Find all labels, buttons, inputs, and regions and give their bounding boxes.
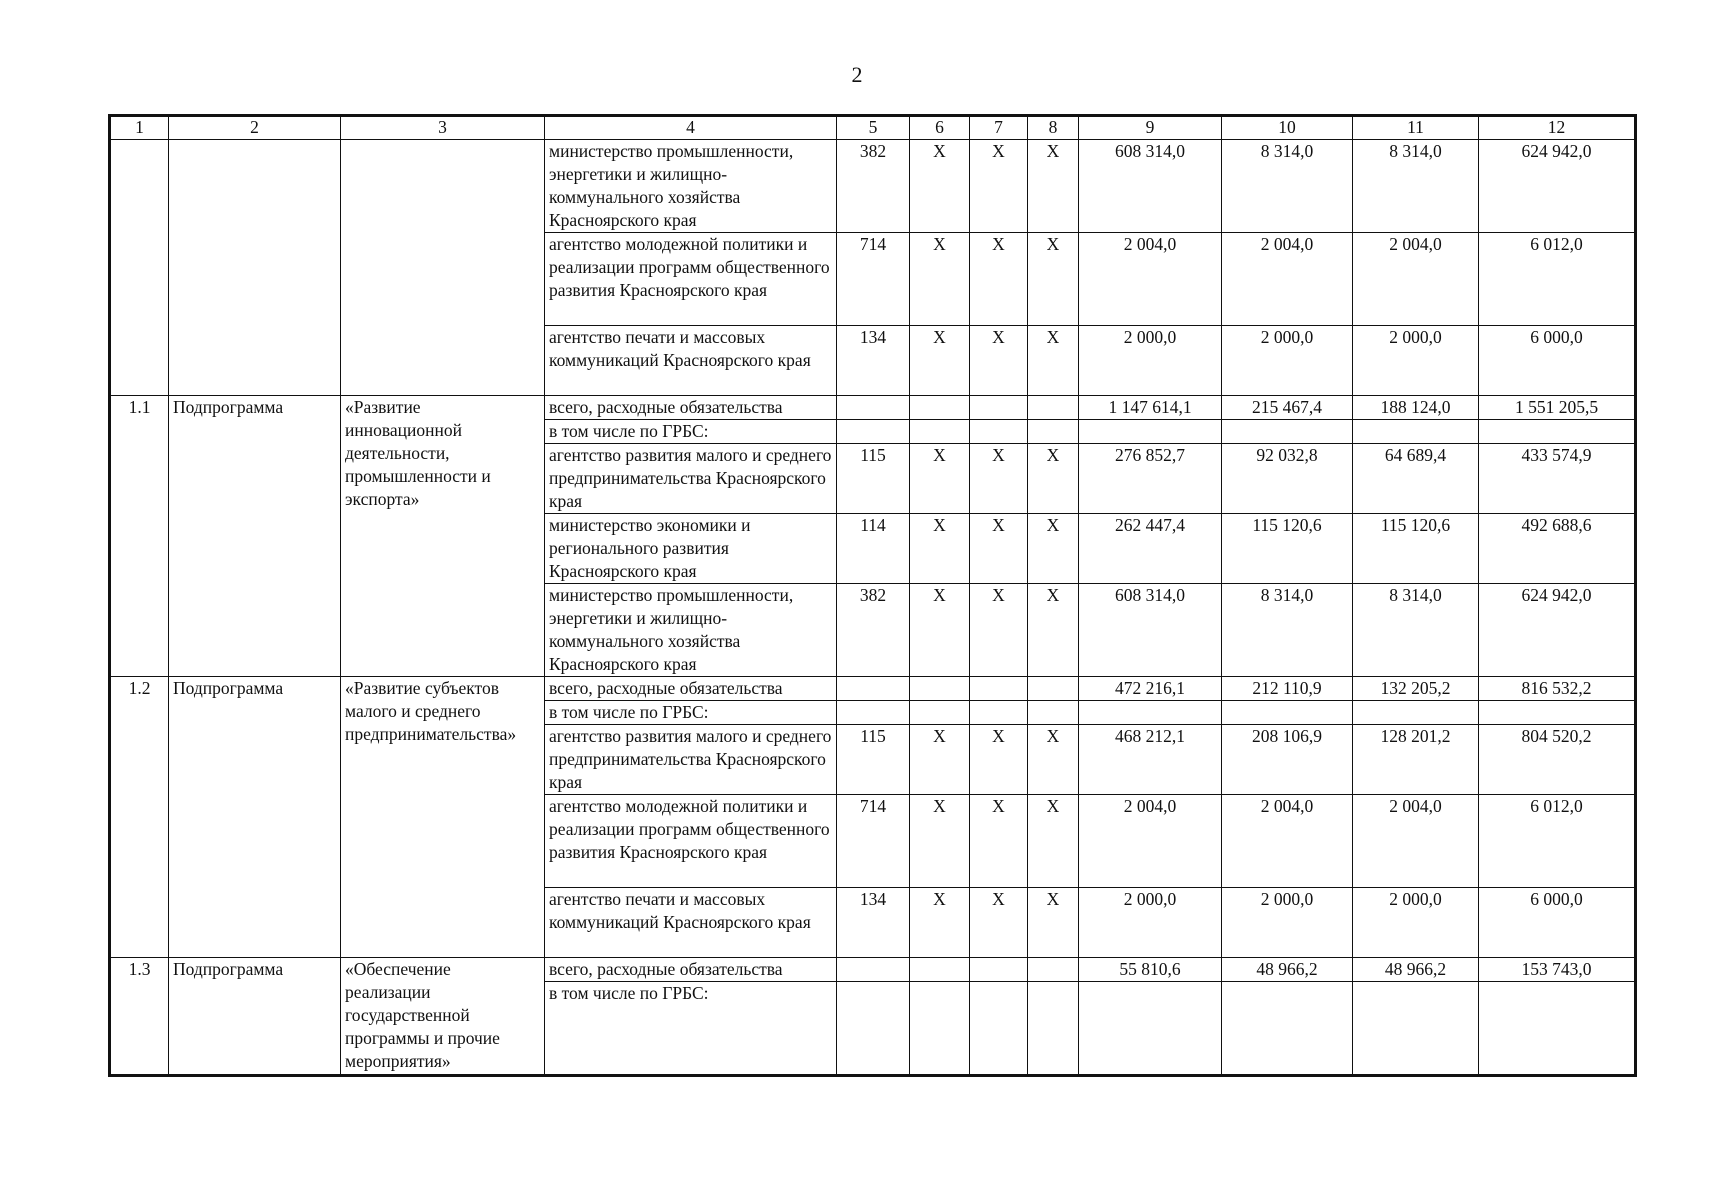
value-cell: 2 000,0 [1353, 888, 1479, 958]
column-header: 10 [1222, 117, 1353, 140]
total-label: всего, расходные обязательства [545, 396, 837, 420]
value-cell: 433 574,9 [1479, 444, 1635, 514]
empty-cell [111, 140, 169, 396]
column-header: 1 [111, 117, 169, 140]
subprogram-total-row [111, 396, 1635, 420]
empty-cell [970, 677, 1028, 701]
value-cell: 2 004,0 [1353, 233, 1479, 326]
empty-cell [910, 701, 970, 725]
empty-cell [837, 701, 910, 725]
empty-cell [341, 140, 545, 396]
total-value: 1 147 614,1 [1079, 396, 1222, 420]
value-cell: 262 447,4 [1079, 514, 1222, 584]
x-mark: Х [910, 725, 970, 795]
value-cell: 2 004,0 [1079, 795, 1222, 888]
grbs-name: министерство промышленности, энергетики и жилищно-коммунального хозяйства Красноярского края [545, 140, 837, 233]
subprogram-title: «Развитие субъектов малого и среднего предпринимательства» [341, 677, 545, 958]
grbs-sub-label: в том числе по ГРБС: [545, 420, 837, 444]
value-cell: 2 004,0 [1353, 795, 1479, 888]
value-cell: 92 032,8 [1222, 444, 1353, 514]
empty-cell [970, 396, 1028, 420]
subprogram-number: 1.1 [111, 396, 169, 677]
total-value: 55 810,6 [1079, 958, 1222, 982]
x-mark: Х [910, 326, 970, 396]
value-cell: 2 004,0 [1222, 795, 1353, 888]
empty-cell [1028, 677, 1079, 701]
empty-cell [1028, 420, 1079, 444]
grbs-name: министерство экономики и регионального развития Красноярского края [545, 514, 837, 584]
column-header: 2 [169, 117, 341, 140]
value-cell: 468 212,1 [1079, 725, 1222, 795]
x-mark: Х [1028, 444, 1079, 514]
grbs-code: 382 [837, 140, 910, 233]
grbs-name: министерство промышленности, энергетики и жилищно-коммунального хозяйства Красноярского края [545, 584, 837, 677]
value-cell: 115 120,6 [1222, 514, 1353, 584]
grbs-code: 714 [837, 795, 910, 888]
value-cell: 2 000,0 [1079, 326, 1222, 396]
subprogram-type: Подпрограмма [169, 677, 341, 958]
x-mark: Х [910, 233, 970, 326]
empty-cell [910, 982, 970, 1075]
value-cell: 2 000,0 [1353, 326, 1479, 396]
column-header: 7 [970, 117, 1028, 140]
total-value: 472 216,1 [1079, 677, 1222, 701]
grbs-code: 115 [837, 444, 910, 514]
total-label: всего, расходные обязательства [545, 958, 837, 982]
subprogram-type: Подпрограмма [169, 958, 341, 1075]
x-mark: Х [910, 888, 970, 958]
total-value: 132 205,2 [1353, 677, 1479, 701]
table-row [111, 140, 1635, 233]
x-mark: Х [1028, 514, 1079, 584]
empty-cell [1079, 701, 1222, 725]
empty-cell [1222, 420, 1353, 444]
grbs-sub-label: в том числе по ГРБС: [545, 982, 837, 1075]
value-cell: 6 000,0 [1479, 326, 1635, 396]
empty-cell [1079, 982, 1222, 1075]
empty-cell [910, 677, 970, 701]
x-mark: Х [1028, 888, 1079, 958]
x-mark: Х [1028, 795, 1079, 888]
value-cell: 8 314,0 [1353, 140, 1479, 233]
x-mark: Х [910, 795, 970, 888]
value-cell: 6 000,0 [1479, 888, 1635, 958]
empty-cell [970, 982, 1028, 1075]
empty-cell [1222, 982, 1353, 1075]
x-mark: Х [1028, 140, 1079, 233]
x-mark: Х [910, 584, 970, 677]
grbs-code: 382 [837, 584, 910, 677]
header-row [111, 117, 1635, 140]
value-cell: 64 689,4 [1353, 444, 1479, 514]
x-mark: Х [970, 725, 1028, 795]
value-cell: 128 201,2 [1353, 725, 1479, 795]
value-cell: 2 004,0 [1079, 233, 1222, 326]
total-value: 48 966,2 [1353, 958, 1479, 982]
grbs-code: 714 [837, 233, 910, 326]
value-cell: 6 012,0 [1479, 795, 1635, 888]
value-cell: 8 314,0 [1222, 584, 1353, 677]
empty-cell [837, 677, 910, 701]
grbs-sub-label: в том числе по ГРБС: [545, 701, 837, 725]
value-cell: 804 520,2 [1479, 725, 1635, 795]
value-cell: 608 314,0 [1079, 584, 1222, 677]
value-cell: 2 000,0 [1222, 888, 1353, 958]
grbs-name: агентство развития малого и среднего предпринимательства Красноярского края [545, 444, 837, 514]
grbs-name: агентство молодежной политики и реализации программ общественного развития Красноярского края [545, 795, 837, 888]
column-header: 6 [910, 117, 970, 140]
empty-cell [1479, 701, 1635, 725]
grbs-name: агентство печати и массовых коммуникаций Красноярского края [545, 326, 837, 396]
total-value: 48 966,2 [1222, 958, 1353, 982]
empty-cell [970, 420, 1028, 444]
empty-cell [169, 140, 341, 396]
x-mark: Х [970, 326, 1028, 396]
x-mark: Х [910, 514, 970, 584]
grbs-name: агентство печати и массовых коммуникаций Красноярского края [545, 888, 837, 958]
value-cell: 2 000,0 [1079, 888, 1222, 958]
subprogram-number: 1.2 [111, 677, 169, 958]
grbs-name: агентство развития малого и среднего предпринимательства Красноярского края [545, 725, 837, 795]
total-value: 816 532,2 [1479, 677, 1635, 701]
subprogram-number: 1.3 [111, 958, 169, 1075]
value-cell: 624 942,0 [1479, 140, 1635, 233]
empty-cell [1028, 396, 1079, 420]
total-value: 1 551 205,5 [1479, 396, 1635, 420]
total-value: 215 467,4 [1222, 396, 1353, 420]
empty-cell [910, 396, 970, 420]
column-header: 3 [341, 117, 545, 140]
x-mark: Х [1028, 725, 1079, 795]
value-cell: 2 004,0 [1222, 233, 1353, 326]
value-cell: 6 012,0 [1479, 233, 1635, 326]
column-header: 11 [1353, 117, 1479, 140]
x-mark: Х [970, 584, 1028, 677]
grbs-code: 114 [837, 514, 910, 584]
grbs-code: 134 [837, 326, 910, 396]
column-header: 12 [1479, 117, 1635, 140]
subprogram-total-row [111, 677, 1635, 701]
page-number: 2 [851, 62, 863, 87]
empty-cell [1222, 701, 1353, 725]
grbs-name: агентство молодежной политики и реализации программ общественного развития Красноярского края [545, 233, 837, 326]
empty-cell [1028, 701, 1079, 725]
empty-cell [1353, 701, 1479, 725]
total-value: 188 124,0 [1353, 396, 1479, 420]
column-header: 9 [1079, 117, 1222, 140]
empty-cell [910, 958, 970, 982]
total-value: 153 743,0 [1479, 958, 1635, 982]
empty-cell [970, 958, 1028, 982]
x-mark: Х [970, 444, 1028, 514]
empty-cell [1353, 982, 1479, 1075]
subprogram-title: «Обеспечение реализации государственной программы и прочие мероприятия» [341, 958, 545, 1075]
empty-cell [1079, 420, 1222, 444]
empty-cell [1479, 420, 1635, 444]
grbs-code: 134 [837, 888, 910, 958]
column-header: 8 [1028, 117, 1079, 140]
x-mark: Х [1028, 326, 1079, 396]
empty-cell [837, 420, 910, 444]
subprogram-title: «Развитие инновационной деятельности, промышленности и экспорта» [341, 396, 545, 677]
column-header: 4 [545, 117, 837, 140]
value-cell: 624 942,0 [1479, 584, 1635, 677]
empty-cell [970, 701, 1028, 725]
x-mark: Х [910, 444, 970, 514]
empty-cell [1479, 982, 1635, 1075]
value-cell: 276 852,7 [1079, 444, 1222, 514]
empty-cell [837, 982, 910, 1075]
empty-cell [837, 958, 910, 982]
grbs-code: 115 [837, 725, 910, 795]
x-mark: Х [1028, 584, 1079, 677]
empty-cell [1353, 420, 1479, 444]
x-mark: Х [970, 514, 1028, 584]
empty-cell [1028, 958, 1079, 982]
value-cell: 492 688,6 [1479, 514, 1635, 584]
budget-table [110, 116, 1635, 1075]
x-mark: Х [1028, 233, 1079, 326]
x-mark: Х [910, 140, 970, 233]
empty-cell [910, 420, 970, 444]
value-cell: 208 106,9 [1222, 725, 1353, 795]
empty-cell [837, 396, 910, 420]
x-mark: Х [970, 795, 1028, 888]
x-mark: Х [970, 233, 1028, 326]
x-mark: Х [970, 888, 1028, 958]
subprogram-total-row [111, 958, 1635, 982]
column-header: 5 [837, 117, 910, 140]
total-value: 212 110,9 [1222, 677, 1353, 701]
value-cell: 115 120,6 [1353, 514, 1479, 584]
value-cell: 2 000,0 [1222, 326, 1353, 396]
value-cell: 8 314,0 [1353, 584, 1479, 677]
subprogram-type: Подпрограмма [169, 396, 341, 677]
value-cell: 608 314,0 [1079, 140, 1222, 233]
value-cell: 8 314,0 [1222, 140, 1353, 233]
total-label: всего, расходные обязательства [545, 677, 837, 701]
empty-cell [1028, 982, 1079, 1075]
x-mark: Х [970, 140, 1028, 233]
